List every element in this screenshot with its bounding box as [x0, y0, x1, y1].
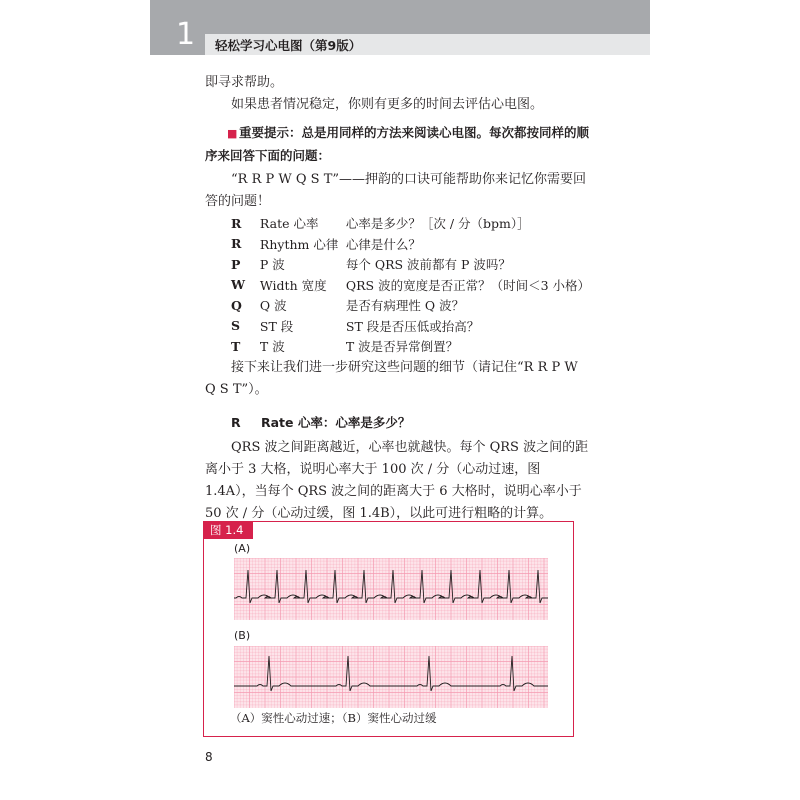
checklist-question: ST 段是否压低或抬高？: [345, 318, 480, 334]
section-letter: R: [231, 414, 241, 430]
checklist-row: [231, 275, 590, 296]
checklist-letter: R: [231, 236, 242, 252]
ecg-strip-a: [234, 558, 548, 620]
checklist-row: [231, 254, 590, 275]
checklist-name: Rate 心率: [259, 216, 319, 232]
checklist-letter: S: [231, 318, 241, 334]
bullet-square-icon: ■: [227, 127, 238, 140]
section-heading: [231, 413, 590, 431]
checklist-name: Width 宽度: [259, 277, 327, 293]
checklist-question: 心率是多少？［次 / 分（bpm）］: [345, 216, 530, 232]
checklist-letter: T: [231, 338, 241, 354]
checklist-question: 每个 QRS 波前都有 P 波吗？: [345, 257, 511, 273]
important-tip: [205, 122, 590, 167]
checklist-name: Q 波: [259, 298, 287, 314]
checklist-name: Rhythm 心律: [259, 236, 339, 252]
important-tip-text: 重要提示：总是用同样的方法来阅读心电图。每次都按同样的顺序来回答下面的问题：: [205, 125, 590, 163]
paragraph-stable: 如果患者情况稳定，你则有更多的时间去评估心电图。: [231, 97, 544, 112]
checklist-row: [231, 234, 590, 255]
page-number: 8: [205, 750, 213, 764]
section-title: Rate 心率：心率是多少？: [261, 414, 411, 430]
book-title: 轻松学习心电图（第9版）: [215, 38, 362, 53]
checklist-letter: Q: [231, 297, 242, 313]
main-content: [205, 72, 590, 525]
checklist-question: 心律是什么？: [345, 236, 421, 252]
chapter-number: 1: [176, 17, 196, 52]
panel-a-label: (A): [234, 542, 251, 555]
checklist-letter: P: [231, 256, 241, 272]
checklist-table: [231, 213, 590, 357]
checklist-name: P 波: [259, 257, 285, 273]
checklist-question: 是否有病理性 Q 波？: [345, 298, 465, 314]
figure-box: [203, 521, 574, 737]
ecg-strip-b: [234, 646, 548, 708]
paragraph-rate: QRS 波之间距离越近，心率也就越快。每个 QRS 波之间的距离小于 3 大格，说明心率大于 100 次 / 分（心动过速，图 1.4A），当每个 QRS 波之间的距离大于 6 大格时，说明心率小于 50 次 / 分（心动过缓，图 1.4B），以此可进行粗略的计算。: [205, 439, 589, 521]
checklist-letter: W: [231, 277, 246, 293]
checklist-row: [231, 213, 590, 234]
checklist-row: [231, 336, 590, 357]
checklist-row: [231, 295, 590, 316]
checklist-question: T 波是否异常倒置？: [345, 339, 459, 355]
checklist-name: T 波: [259, 339, 285, 355]
paragraph-next: 接下来让我们进一步研究这些问题的细节（请记住“R R P W Q S T”）。: [205, 359, 578, 397]
book-title-box: [205, 34, 650, 55]
paragraph-continuation: 即寻求帮助。: [205, 75, 284, 90]
paragraph-mnemonic: “R R P W Q S T”——押韵的口诀可能帮助你来记忆你需要回答的问题！: [205, 172, 587, 209]
checklist-name: ST 段: [259, 318, 294, 334]
figure-caption: （A）窦性心动过速；（B）窦性心动过缓: [230, 711, 437, 725]
figure-label: 图 1.4: [203, 521, 253, 539]
checklist-question: QRS 波的宽度是否正常？（时间＜3 小格）: [345, 277, 590, 293]
panel-b-label: (B): [234, 629, 251, 642]
checklist-letter: R: [231, 215, 242, 231]
checklist-row: [231, 316, 590, 337]
